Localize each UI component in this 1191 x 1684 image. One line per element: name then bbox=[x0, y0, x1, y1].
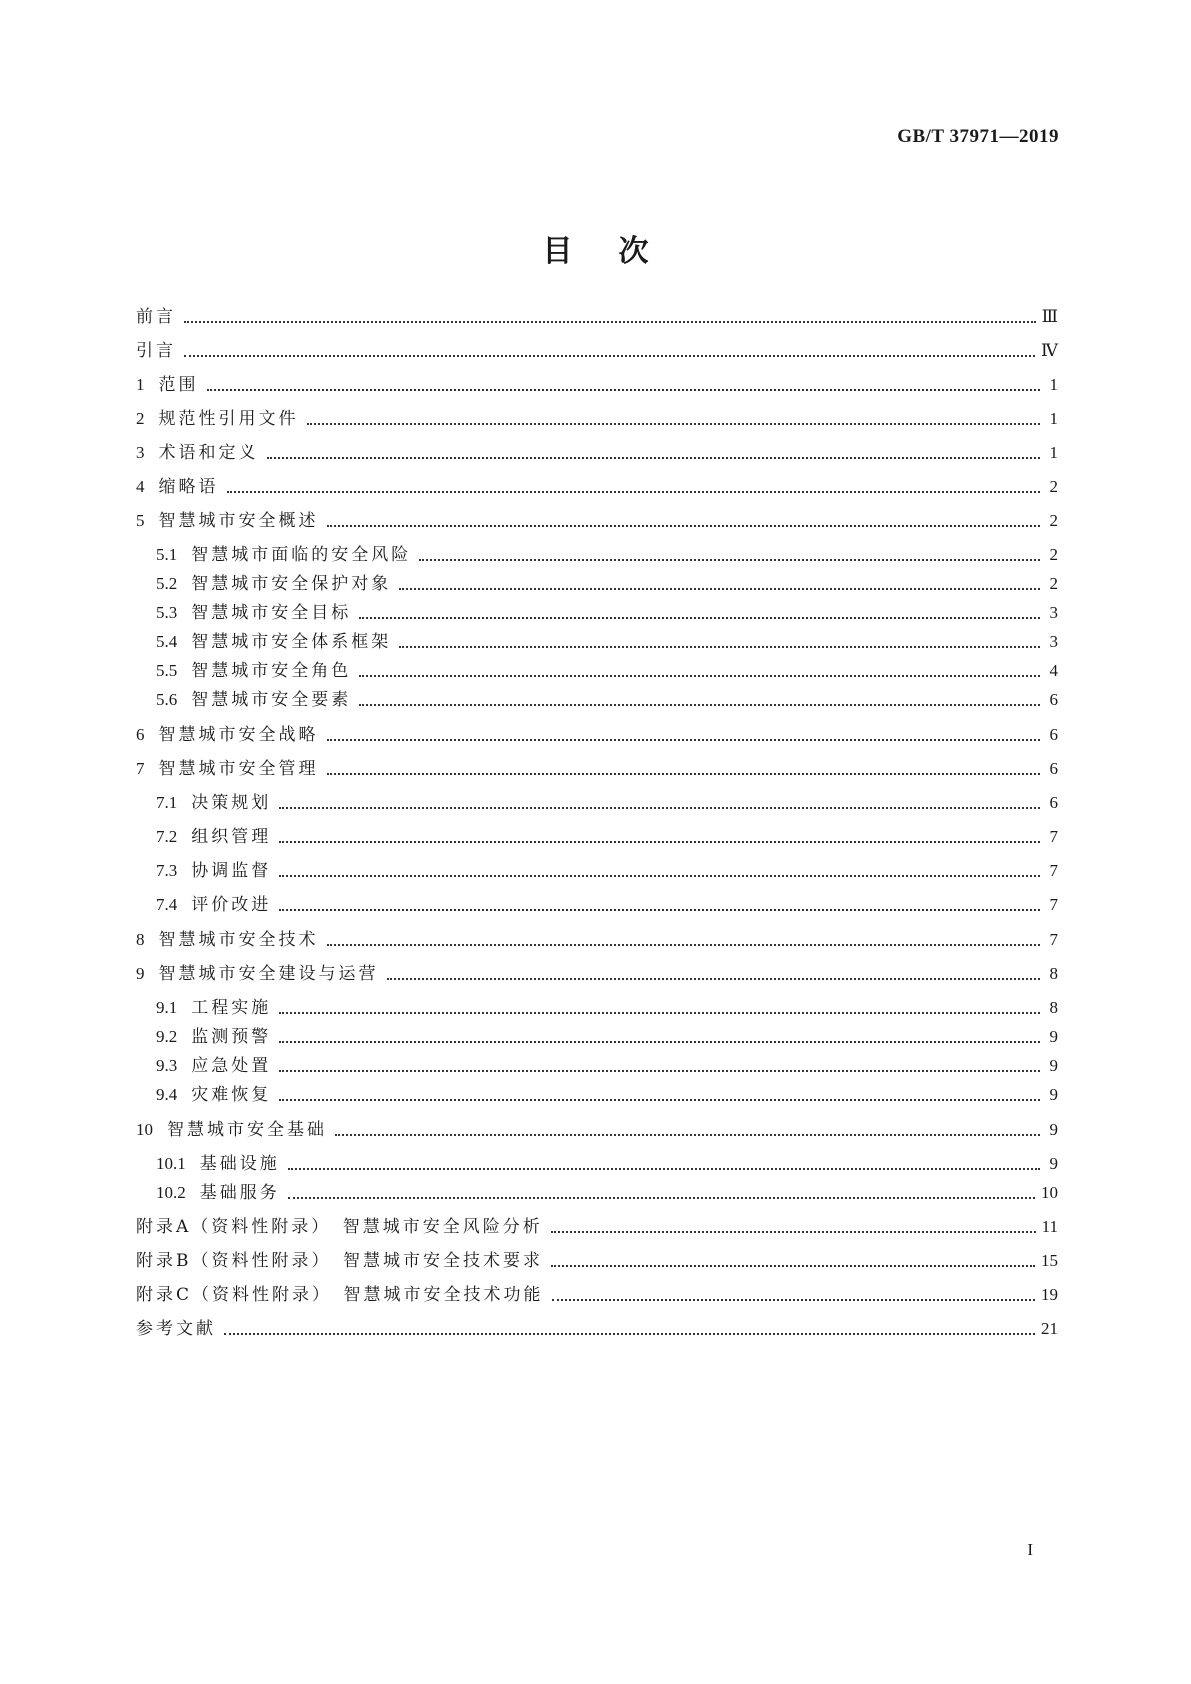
toc-dot-leader bbox=[327, 773, 1041, 775]
toc-entry-title: 术语和定义 bbox=[158, 443, 259, 463]
toc-entry[interactable] bbox=[156, 790, 1058, 816]
toc-dot-leader bbox=[279, 1099, 1040, 1101]
toc-entry-number: 10.2 bbox=[156, 1183, 186, 1202]
toc-entry-number: 7.3 bbox=[156, 861, 178, 880]
toc-entry-page: 3 bbox=[1049, 632, 1058, 651]
toc-entry-page: 9 bbox=[1049, 1056, 1058, 1075]
toc-entry-page: 2 bbox=[1049, 545, 1058, 564]
toc-entry-page: 3 bbox=[1049, 603, 1058, 622]
toc-entry-title: 智慧城市安全概述 bbox=[158, 511, 319, 531]
toc-dot-leader bbox=[552, 1299, 1035, 1301]
toc-dot-leader bbox=[419, 559, 1040, 561]
toc-entry-title: 智慧城市安全要素 bbox=[191, 690, 352, 710]
toc-entry-title: 附录A（资料性附录） 智慧城市安全风险分析 bbox=[136, 1217, 543, 1237]
toc-dot-leader bbox=[359, 675, 1040, 677]
toc-dot-leader bbox=[551, 1231, 1036, 1233]
toc-entry-number: 2 bbox=[136, 409, 145, 428]
toc-entry-page: 7 bbox=[1049, 861, 1058, 880]
toc-entry[interactable] bbox=[136, 1282, 1058, 1308]
toc-entry-number: 5.2 bbox=[156, 574, 178, 593]
toc-entry[interactable] bbox=[136, 406, 1058, 432]
toc-entry-number: 7.4 bbox=[156, 895, 178, 914]
toc-entry-page: 6 bbox=[1049, 690, 1058, 709]
toc-entry[interactable] bbox=[156, 658, 1058, 684]
toc-dot-leader bbox=[359, 704, 1040, 706]
toc-entry[interactable] bbox=[156, 629, 1058, 655]
toc-entry-number: 5.5 bbox=[156, 661, 178, 680]
toc-dot-leader bbox=[227, 491, 1041, 493]
toc-entry-page: 11 bbox=[1041, 1217, 1058, 1236]
toc-dot-leader bbox=[335, 1134, 1040, 1136]
toc-entry[interactable] bbox=[156, 687, 1058, 713]
toc-entry-page: 7 bbox=[1049, 930, 1058, 949]
toc-entry[interactable] bbox=[136, 927, 1058, 953]
toc-entry-number: 5 bbox=[136, 511, 145, 530]
toc-entry-page: 1 bbox=[1049, 375, 1058, 394]
toc-dot-leader bbox=[267, 457, 1041, 459]
toc-entry-title: 灾难恢复 bbox=[191, 1085, 272, 1105]
toc-entry-page: 8 bbox=[1049, 964, 1058, 983]
toc-entry-title: 基础设施 bbox=[199, 1154, 280, 1174]
toc-entry-page: 9 bbox=[1049, 1154, 1058, 1173]
toc-entry-page: 7 bbox=[1049, 827, 1058, 846]
toc-entry-page: Ⅲ bbox=[1041, 307, 1058, 326]
toc-entry-title: 前言 bbox=[136, 307, 176, 327]
toc-dot-leader bbox=[359, 617, 1040, 619]
toc-entry[interactable] bbox=[156, 600, 1058, 626]
toc-entry-title: 基础服务 bbox=[199, 1183, 280, 1203]
toc-entry-number: 9.1 bbox=[156, 998, 178, 1017]
toc-title: 目次 bbox=[542, 234, 695, 269]
toc-entry-number: 7.1 bbox=[156, 793, 178, 812]
toc-entry-title: 协调监督 bbox=[191, 861, 272, 881]
toc-entry-number: 6 bbox=[136, 725, 145, 744]
toc-entry-number: 10 bbox=[136, 1120, 153, 1139]
toc-entry-title: 缩略语 bbox=[158, 477, 219, 497]
toc-entry[interactable] bbox=[136, 1316, 1058, 1342]
toc-entry-title: 智慧城市安全基础 bbox=[167, 1120, 327, 1140]
toc-entry[interactable] bbox=[156, 571, 1058, 597]
toc-entry-page: 2 bbox=[1049, 511, 1058, 530]
toc-entry[interactable] bbox=[156, 824, 1058, 850]
toc-dot-leader bbox=[279, 841, 1040, 843]
toc-entry-title: 组织管理 bbox=[191, 827, 272, 847]
toc-entry[interactable] bbox=[156, 1082, 1058, 1108]
toc-entry-title: 范围 bbox=[158, 375, 199, 395]
toc-entry-title: 附录C（资料性附录） 智慧城市安全技术功能 bbox=[136, 1285, 544, 1305]
toc-entry-page: 15 bbox=[1041, 1251, 1058, 1270]
toc-entry-number: 9 bbox=[136, 964, 145, 983]
toc-entry-title: 智慧城市安全战略 bbox=[158, 725, 319, 745]
toc-dot-leader bbox=[288, 1197, 1035, 1199]
toc-entry-title: 工程实施 bbox=[191, 998, 272, 1018]
toc-entry-page: 2 bbox=[1049, 574, 1058, 593]
toc-entry-number: 5.1 bbox=[156, 545, 178, 564]
toc-entry[interactable] bbox=[136, 474, 1058, 500]
toc-entry-page: 6 bbox=[1049, 759, 1058, 778]
toc-dot-leader bbox=[279, 1041, 1040, 1043]
toc-entry[interactable] bbox=[156, 892, 1058, 918]
toc-entry[interactable] bbox=[156, 1180, 1058, 1206]
toc-dot-leader bbox=[288, 1168, 1040, 1170]
toc-entry-title: 智慧城市面临的安全风险 bbox=[191, 545, 412, 565]
toc-entry[interactable] bbox=[136, 372, 1058, 398]
toc-entry-title: 智慧城市安全保护对象 bbox=[191, 574, 392, 594]
toc-entry[interactable] bbox=[136, 338, 1058, 364]
toc-entry[interactable] bbox=[136, 440, 1058, 466]
toc-entry[interactable] bbox=[136, 1214, 1058, 1240]
toc-entry[interactable] bbox=[136, 756, 1058, 782]
toc-entry-page: 2 bbox=[1049, 477, 1058, 496]
toc-entry-title: 附录B（资料性附录） 智慧城市安全技术要求 bbox=[136, 1251, 543, 1271]
toc-entry-number: 8 bbox=[136, 930, 145, 949]
toc-dot-leader bbox=[184, 321, 1036, 323]
toc-entry-page: 6 bbox=[1049, 793, 1058, 812]
toc-entry-page: 6 bbox=[1049, 725, 1058, 744]
toc-entry-title: 参考文献 bbox=[136, 1319, 216, 1339]
toc-dot-leader bbox=[387, 978, 1041, 980]
toc-entry[interactable] bbox=[156, 1151, 1058, 1177]
toc-entry-page: 1 bbox=[1049, 409, 1058, 428]
toc-entry[interactable] bbox=[136, 1248, 1058, 1274]
toc-entry-title: 智慧城市安全建设与运营 bbox=[158, 964, 379, 984]
toc-entry-page: 9 bbox=[1049, 1085, 1058, 1104]
toc-entry-title: 智慧城市安全角色 bbox=[191, 661, 352, 681]
toc-dot-leader bbox=[327, 944, 1041, 946]
toc-entry-number: 7 bbox=[136, 759, 145, 778]
toc-entry[interactable] bbox=[136, 304, 1058, 330]
toc-entry-number: 9.2 bbox=[156, 1027, 178, 1046]
toc-dot-leader bbox=[184, 355, 1035, 357]
toc-entry-number: 5.6 bbox=[156, 690, 178, 709]
toc-entry-page: 21 bbox=[1041, 1319, 1058, 1338]
toc-dot-leader bbox=[224, 1333, 1035, 1335]
toc-entry-title: 规范性引用文件 bbox=[158, 409, 299, 429]
toc-entry-number: 10.1 bbox=[156, 1154, 186, 1173]
toc-entry-number: 4 bbox=[136, 477, 145, 496]
toc-dot-leader bbox=[279, 1012, 1040, 1014]
toc-entry-page: 9 bbox=[1049, 1120, 1058, 1139]
toc-entry[interactable] bbox=[136, 1117, 1058, 1143]
toc-entry-page: Ⅳ bbox=[1041, 341, 1058, 360]
toc-entry-number: 5.3 bbox=[156, 603, 178, 622]
toc-entry-title: 决策规划 bbox=[191, 793, 272, 813]
toc-entry-title: 监测预警 bbox=[191, 1027, 272, 1047]
toc-entry-page: 4 bbox=[1049, 661, 1058, 680]
toc-dot-leader bbox=[327, 525, 1041, 527]
toc-entry[interactable] bbox=[136, 508, 1058, 534]
toc-entry-number: 9.3 bbox=[156, 1056, 178, 1075]
toc-dot-leader bbox=[399, 646, 1040, 648]
toc-entry-page: 9 bbox=[1049, 1027, 1058, 1046]
toc-entry[interactable] bbox=[156, 542, 1058, 568]
page-number: I bbox=[1027, 1540, 1033, 1559]
toc-entry-title: 智慧城市安全技术 bbox=[158, 930, 319, 950]
toc-entry-title: 引言 bbox=[136, 341, 176, 361]
toc-dot-leader bbox=[327, 739, 1041, 741]
toc-entry-page: 19 bbox=[1041, 1285, 1058, 1304]
toc-entry-page: 1 bbox=[1049, 443, 1058, 462]
toc-entry-number: 7.2 bbox=[156, 827, 178, 846]
toc-entry[interactable] bbox=[156, 995, 1058, 1021]
toc-entry-number: 9.4 bbox=[156, 1085, 178, 1104]
toc-entry-title: 应急处置 bbox=[191, 1056, 272, 1076]
toc-entry-title: 智慧城市安全管理 bbox=[158, 759, 319, 779]
toc-entry-number: 1 bbox=[136, 375, 145, 394]
toc-entry-title: 智慧城市安全体系框架 bbox=[191, 632, 392, 652]
toc-entry[interactable] bbox=[156, 1053, 1058, 1079]
toc-dot-leader bbox=[279, 909, 1040, 911]
toc-entry-page: 7 bbox=[1049, 895, 1058, 914]
toc-dot-leader bbox=[307, 423, 1041, 425]
toc-entry-number: 3 bbox=[136, 443, 145, 462]
toc-dot-leader bbox=[279, 1070, 1040, 1072]
toc-entry[interactable] bbox=[156, 858, 1058, 884]
toc-entry-title: 智慧城市安全目标 bbox=[191, 603, 352, 623]
toc-dot-leader bbox=[551, 1265, 1035, 1267]
toc-dot-leader bbox=[279, 807, 1040, 809]
toc-entry[interactable] bbox=[136, 722, 1058, 748]
toc-entry[interactable] bbox=[136, 961, 1058, 987]
toc-entry-page: 10 bbox=[1041, 1183, 1058, 1202]
toc-entry-number: 5.4 bbox=[156, 632, 178, 651]
toc-entry-title: 评价改进 bbox=[191, 895, 272, 915]
standard-code: GB/T 37971—2019 bbox=[897, 126, 1059, 147]
toc-entry[interactable] bbox=[156, 1024, 1058, 1050]
toc-dot-leader bbox=[207, 389, 1041, 391]
toc-entry-page: 8 bbox=[1049, 998, 1058, 1017]
toc-dot-leader bbox=[399, 588, 1040, 590]
toc-dot-leader bbox=[279, 875, 1040, 877]
